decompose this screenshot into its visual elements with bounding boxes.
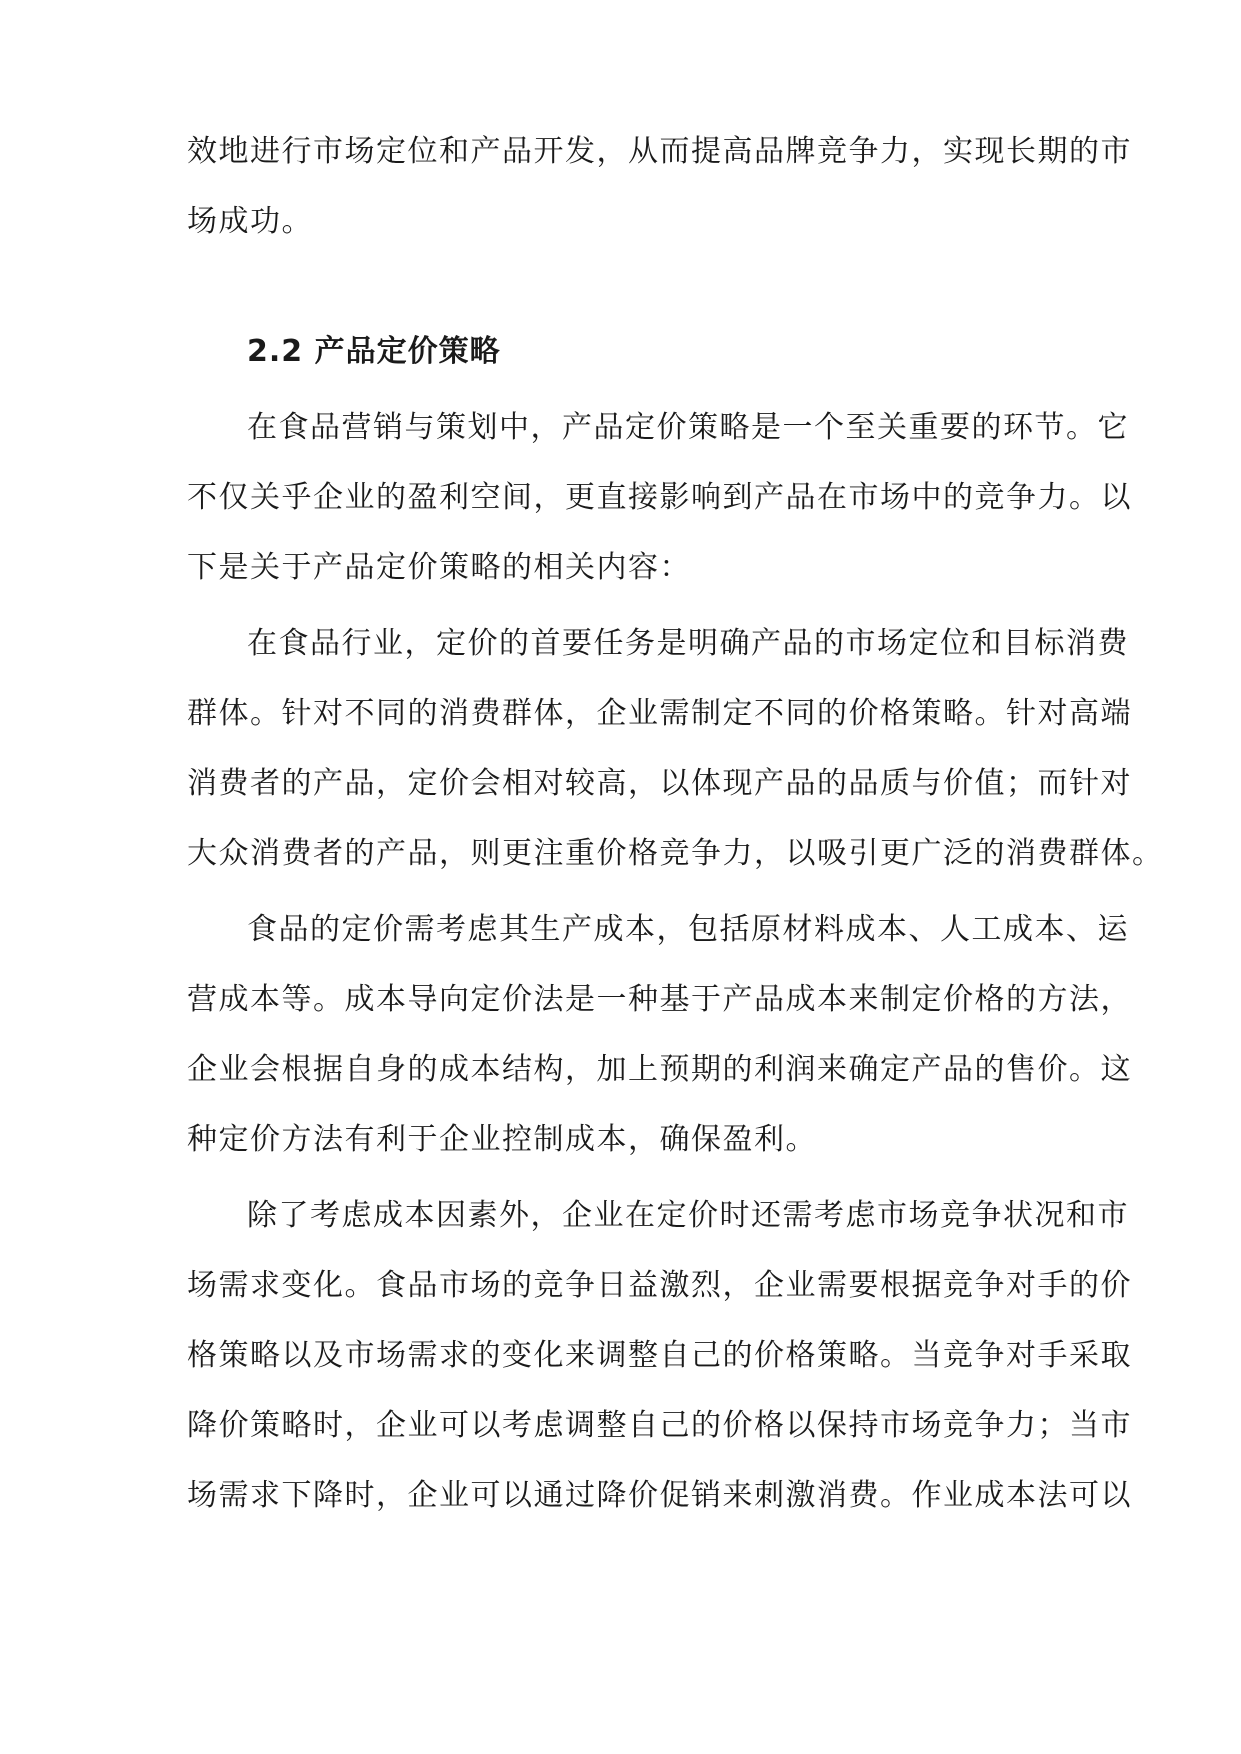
section-heading: 2.2 产品定价策略 [247, 334, 501, 369]
paragraph-first-line: 除了考虑成本因素外，企业在定价时还需考虑市场竞争状况和市 [247, 1198, 1129, 1233]
body-line: 效地进行市场定位和产品开发，从而提高品牌竞争力，实现长期的市 [187, 134, 1132, 169]
body-line: 群体。针对不同的消费群体，企业需制定不同的价格策略。针对高端 [187, 696, 1132, 731]
body-line: 不仅关乎企业的盈利空间，更直接影响到产品在市场中的竞争力。以 [187, 480, 1132, 515]
body-line: 降价策略时，企业可以考虑调整自己的价格以保持市场竞争力；当市 [187, 1408, 1132, 1443]
body-line: 种定价方法有利于企业控制成本，确保盈利。 [187, 1122, 817, 1157]
body-line: 大众消费者的产品，则更注重价格竞争力，以吸引更广泛的消费群体。 [187, 836, 1164, 871]
body-line: 消费者的产品，定价会相对较高，以体现产品的品质与价值；而针对 [187, 766, 1132, 801]
paragraph-first-line: 食品的定价需考虑其生产成本，包括原材料成本、人工成本、运 [247, 912, 1129, 947]
body-line: 企业会根据自身的成本结构，加上预期的利润来确定产品的售价。这 [187, 1052, 1132, 1087]
body-line: 场需求变化。食品市场的竞争日益激烈，企业需要根据竞争对手的价 [187, 1268, 1132, 1303]
paragraph-first-line: 在食品行业，定价的首要任务是明确产品的市场定位和目标消费 [247, 626, 1129, 661]
body-line: 场成功。 [187, 204, 313, 239]
paragraph-first-line: 在食品营销与策划中，产品定价策略是一个至关重要的环节。它 [247, 410, 1129, 445]
body-line: 下是关于产品定价策略的相关内容： [187, 550, 691, 585]
body-line: 营成本等。成本导向定价法是一种基于产品成本来制定价格的方法， [187, 982, 1132, 1017]
body-line: 格策略以及市场需求的变化来调整自己的价格策略。当竞争对手采取 [187, 1338, 1132, 1373]
body-line: 场需求下降时，企业可以通过降价促销来刺激消费。作业成本法可以 [187, 1478, 1132, 1513]
